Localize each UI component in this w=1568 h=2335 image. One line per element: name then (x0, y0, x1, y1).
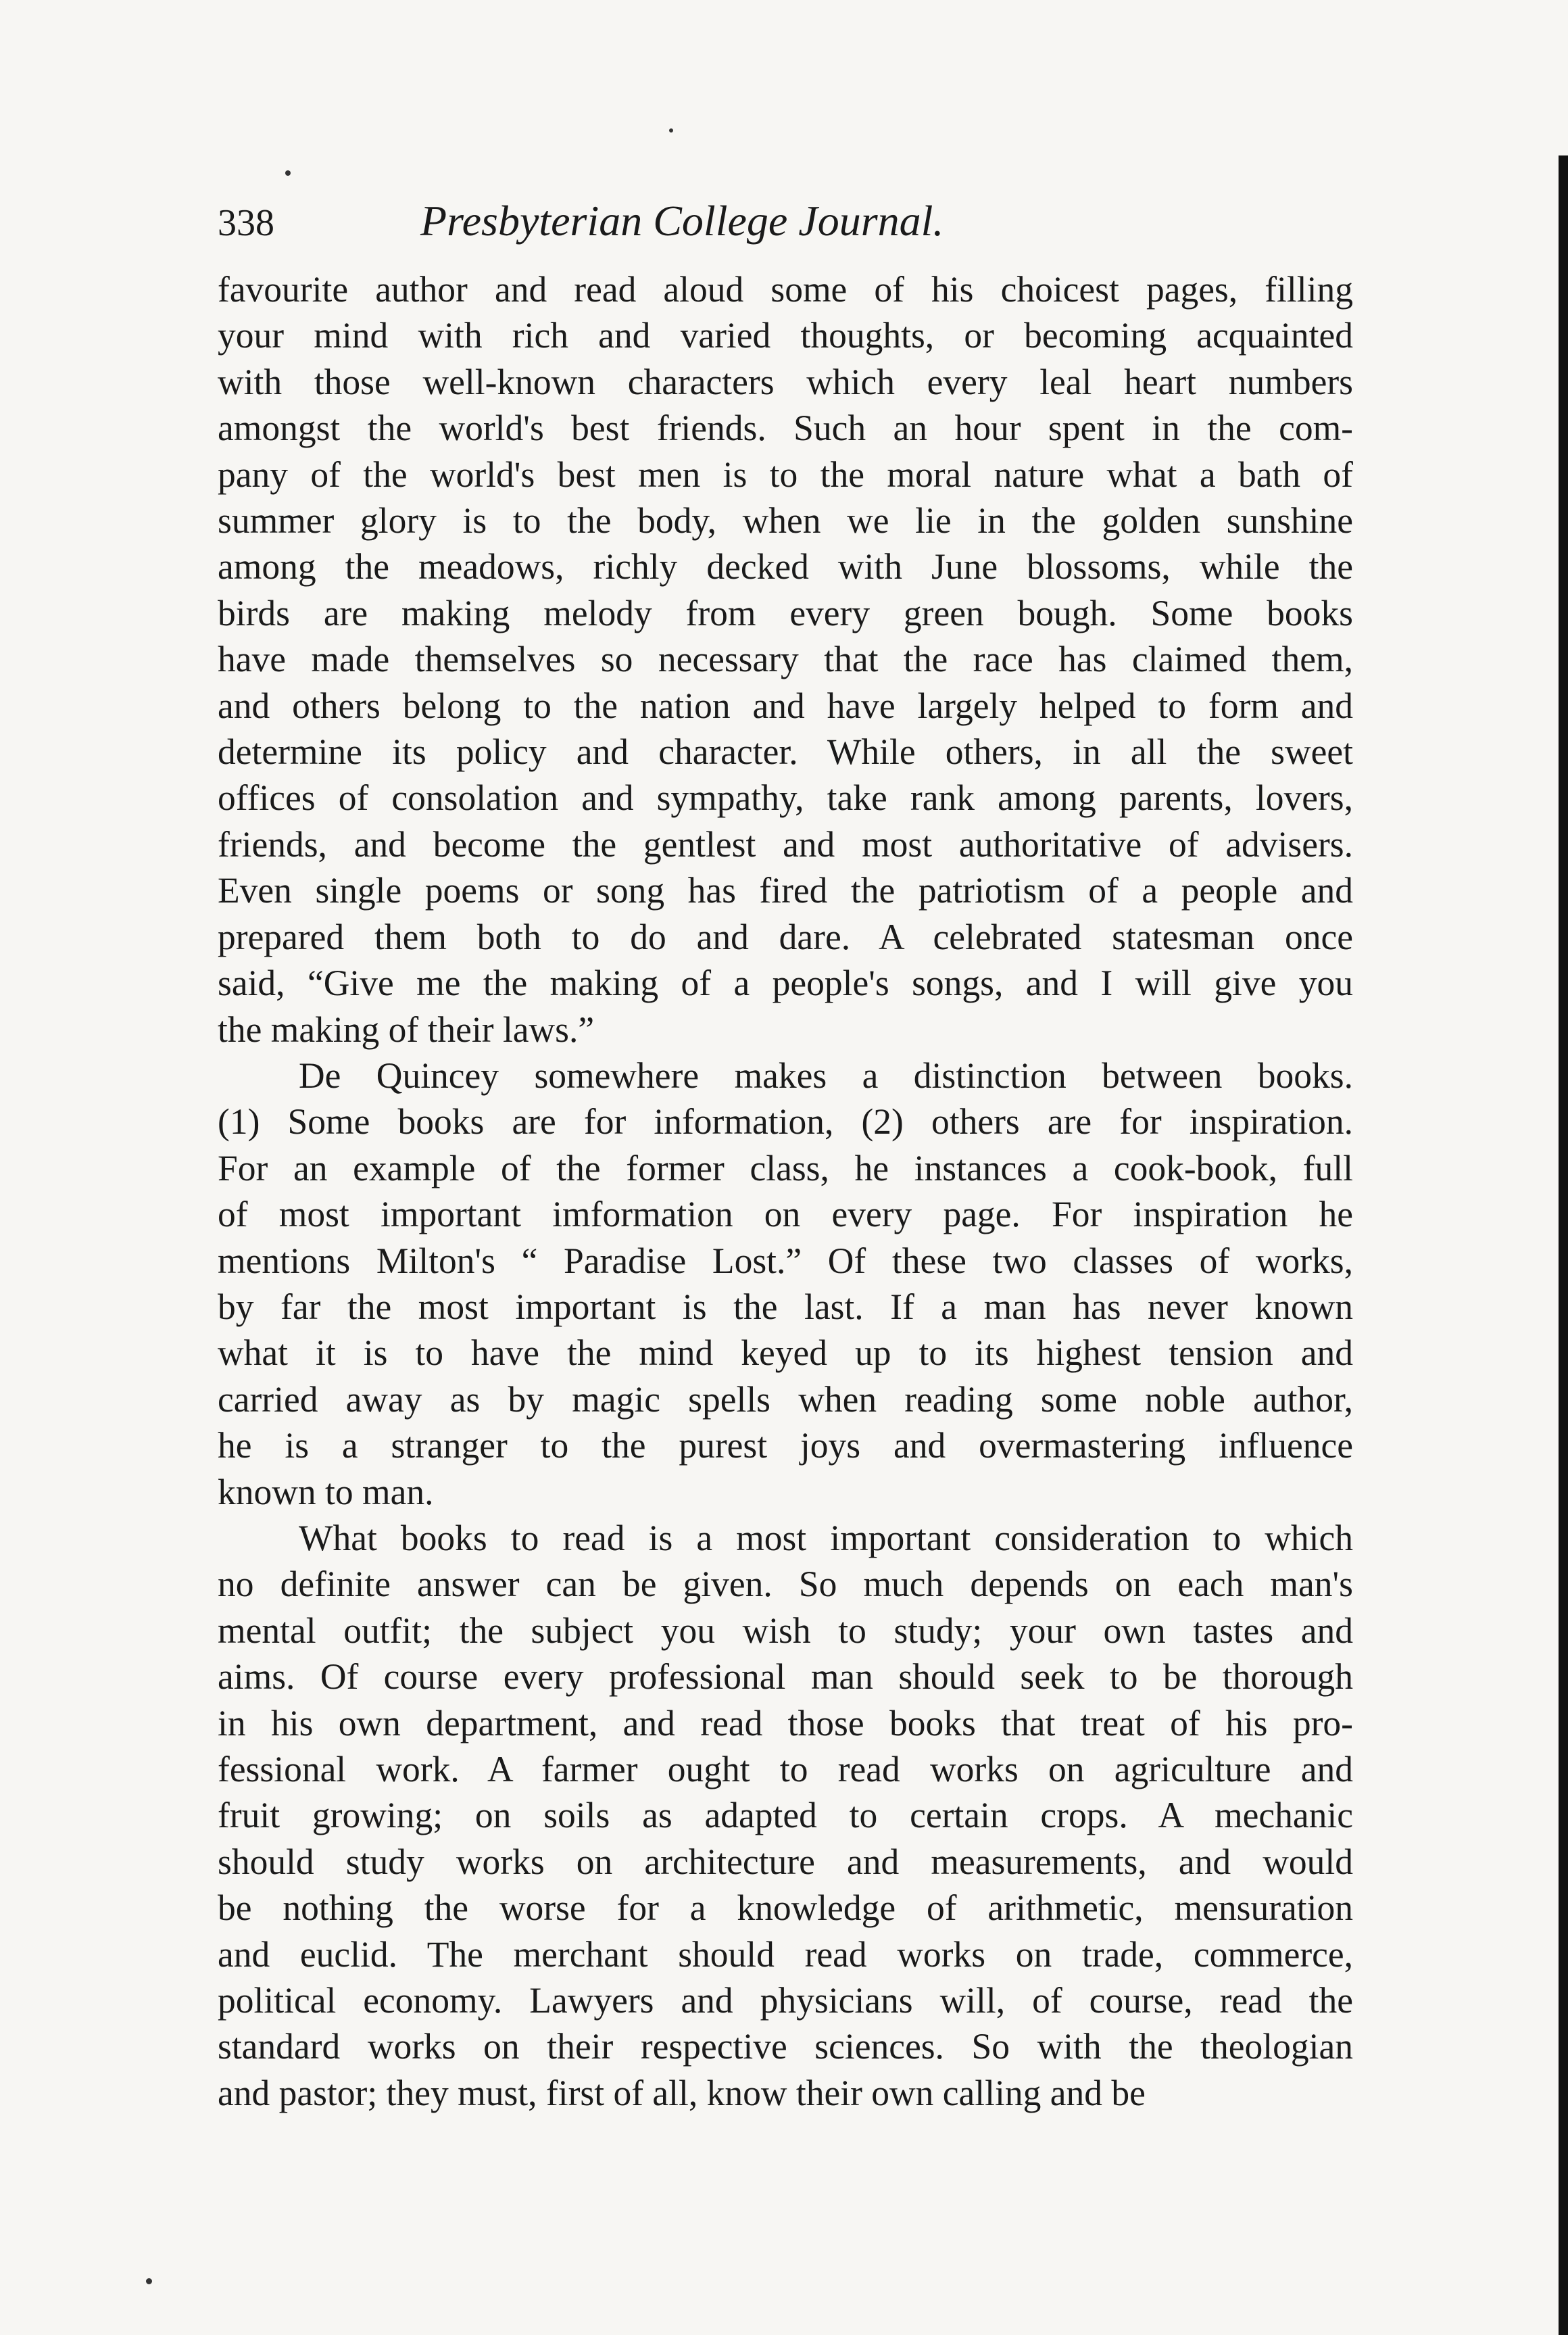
text-line: What books to read is a most important consideration to which (299, 1517, 1353, 1558)
paragraph (218, 266, 1353, 1053)
journal-title: Presbyterian College Journal. (420, 197, 944, 245)
text-line: favourite author and read aloud some of his choicest pages, filling (218, 269, 1353, 310)
text-line: (1) Some books are for information, (2) others are for inspiration. (218, 1101, 1353, 1142)
paragraph (218, 1515, 1353, 2116)
text-line: in his own department, and read those books that treat of his pro- (218, 1702, 1353, 1743)
text-line: of most important imformation on every page. For inspiration he (218, 1194, 1353, 1235)
text-line: prepared them both to do and dare. A celebrated statesman once (218, 916, 1353, 957)
text-line: For an example of the former class, he instances a cook-book, full (218, 1147, 1353, 1188)
text-line: fruit growing; on soils as adapted to certain crops. A mechanic (218, 1795, 1353, 1836)
text-line: with those well-known characters which every leal heart numbers (218, 361, 1353, 402)
journal-page (218, 196, 1353, 2116)
text-line: summer glory is to the body, when we lie in the golden sunshine (218, 500, 1353, 541)
body-text (218, 266, 1353, 2116)
paragraph (218, 1053, 1353, 1515)
text-line: amongst the world's best friends. Such an hour spent in the com- (218, 408, 1353, 449)
text-line: no definite answer can be given. So much depends on each man's (218, 1564, 1353, 1605)
text-line: fessional work. A farmer ought to read works on agriculture and (218, 1749, 1353, 1789)
scan-speck (146, 2278, 152, 2284)
page-number: 338 (218, 202, 274, 244)
text-line: among the meadows, richly decked with June blossoms, while the (218, 546, 1353, 587)
text-line: aims. Of course every professional man should seek to be thorough (218, 1656, 1353, 1698)
text-line: standard works on their respective sciences. So with the theologian (218, 2026, 1353, 2067)
text-line: mentions Milton's “ Paradise Lost.” Of these two classes of works, (218, 1240, 1353, 1281)
text-line: birds are making melody from every green bough. Some books (218, 592, 1353, 633)
text-line: be nothing the worse for a knowledge of arithmetic, mensuration (218, 1887, 1353, 1929)
text-line: and others belong to the nation and have largely helped to form and (218, 685, 1353, 726)
text-line: carried away as by magic spells when reading some noble author, (218, 1378, 1353, 1420)
text-line: should study works on architecture and measurements, and would (218, 1841, 1353, 1882)
scan-speck (669, 128, 673, 133)
text-line: offices of consolation and sympathy, take rank among parents, lovers, (218, 777, 1353, 819)
text-line: said, “Give me the making of a people's songs, and I will give you (218, 963, 1353, 1004)
text-line: friends, and become the gentlest and most authoritative of advisers. (218, 823, 1353, 865)
text-line: by far the most important is the last. If a man has never known (218, 1286, 1353, 1327)
text-line: known to man. (218, 1471, 434, 1512)
text-line: Even single poems or song has fired the patriotism of a people and (218, 870, 1353, 911)
text-line: pany of the world's best men is to the moral nature what a bath of (218, 454, 1353, 495)
text-line: De Quincey somewhere makes a distinction between books. (299, 1055, 1353, 1096)
text-line: and euclid. The merchant should read works on trade, commerce, (218, 1933, 1353, 1975)
text-line: determine its policy and character. While others, in all the sweet (218, 731, 1353, 773)
text-line: what it is to have the mind keyed up to its highest tension and (218, 1332, 1353, 1374)
scan-speck (285, 170, 291, 176)
binding-edge (1559, 155, 1568, 2335)
text-line: and pastor; they must, first of all, know their own calling and be (218, 2072, 1146, 2113)
text-line: your mind with rich and varied thoughts, or becoming acquainted (218, 315, 1353, 356)
text-line: the making of their laws.” (218, 1009, 595, 1050)
text-line: mental outfit; the subject you wish to study; your own tastes and (218, 1610, 1353, 1651)
text-line: have made themselves so necessary that the race has claimed them, (218, 639, 1353, 680)
text-line: he is a stranger to the purest joys and overmastering influence (218, 1425, 1353, 1466)
page-header (218, 196, 1353, 261)
text-line: political economy. Lawyers and physicians will, of course, read the (218, 1980, 1353, 2021)
